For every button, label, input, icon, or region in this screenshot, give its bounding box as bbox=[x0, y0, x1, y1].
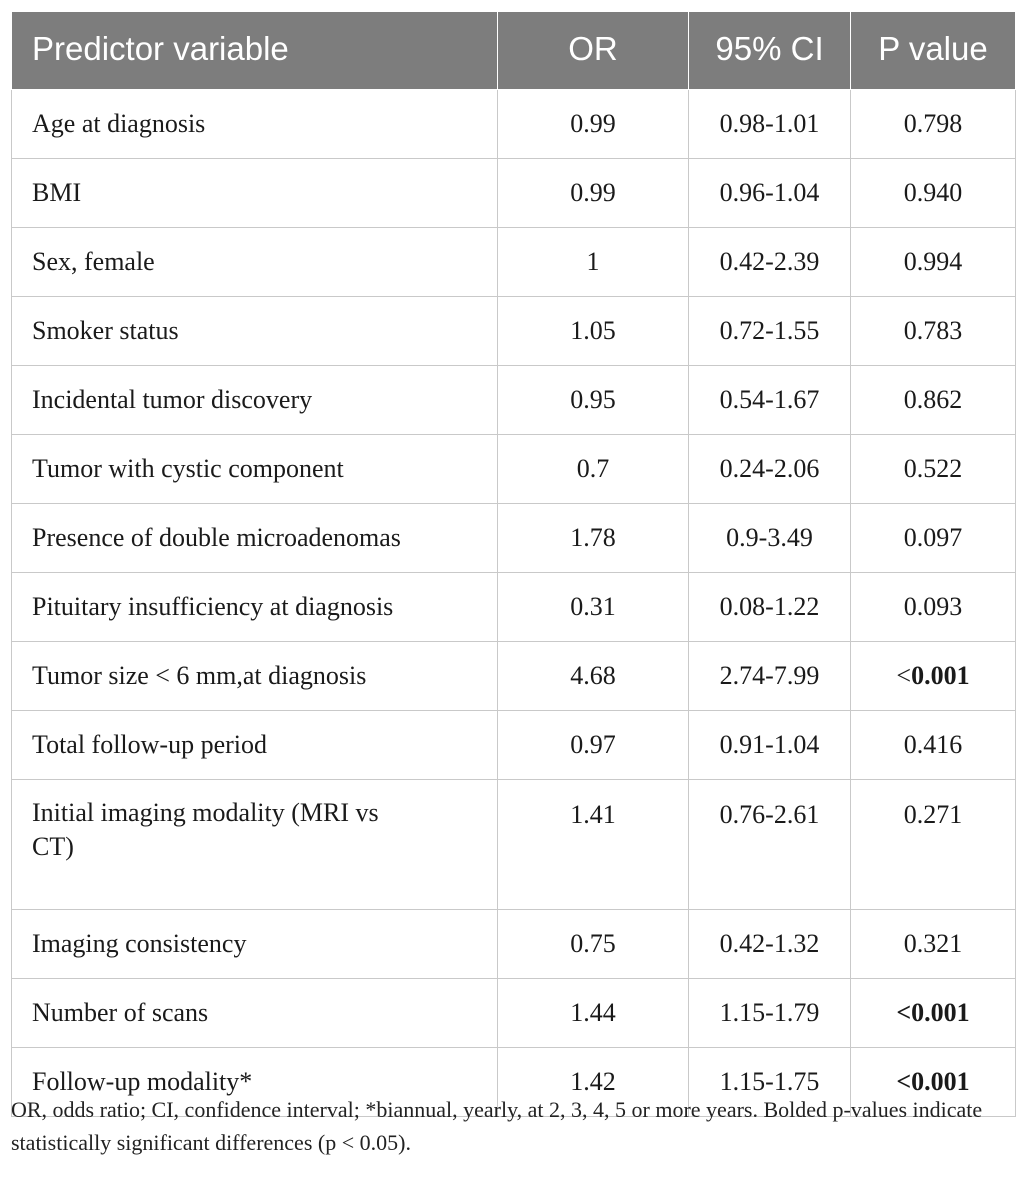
or-cell: 0.95 bbox=[498, 366, 689, 435]
p-value-number: 0.940 bbox=[903, 178, 963, 207]
or-cell: 1.44 bbox=[498, 979, 689, 1048]
table-row bbox=[12, 90, 1016, 159]
table-row bbox=[12, 642, 1016, 711]
ci-cell: 1.15-1.79 bbox=[689, 979, 851, 1048]
results-table-container bbox=[11, 11, 1015, 1117]
ci-cell: 0.08-1.22 bbox=[689, 573, 851, 642]
p-value-cell bbox=[851, 780, 1016, 910]
ci-cell: 0.76-2.61 bbox=[689, 780, 851, 910]
predictor-cell: Pituitary insufficiency at diagnosis bbox=[12, 573, 498, 642]
p-value-cell bbox=[851, 435, 1016, 504]
p-value-cell bbox=[851, 228, 1016, 297]
header-predictor-variable: Predictor variable bbox=[12, 12, 498, 90]
p-value-cell bbox=[851, 573, 1016, 642]
p-value-cell bbox=[851, 910, 1016, 979]
p-value-number: 0.321 bbox=[903, 929, 963, 958]
p-value-number: 0.783 bbox=[903, 316, 963, 345]
table-footnote: OR, odds ratio; CI, confidence interval; *biannual, yearly, at 2, 3, 4, 5 or more years. Bolded p-values indicate statistically significant differences (p < 0.05). bbox=[11, 1097, 983, 1155]
p-value-number: 0.862 bbox=[903, 385, 963, 414]
table-body bbox=[12, 90, 1016, 1117]
p-value-cell bbox=[851, 711, 1016, 780]
odds-ratio-table bbox=[11, 11, 1016, 1117]
table-row bbox=[12, 159, 1016, 228]
ci-cell: 0.72-1.55 bbox=[689, 297, 851, 366]
predictor-cell: Follow-up modality* bbox=[12, 1048, 498, 1117]
table-row bbox=[12, 711, 1016, 780]
p-value-cell bbox=[851, 90, 1016, 159]
p-value-number: 0.001 bbox=[911, 1067, 970, 1096]
p-value-cell bbox=[851, 979, 1016, 1048]
or-cell: 1.78 bbox=[498, 504, 689, 573]
table-row bbox=[12, 435, 1016, 504]
table-row bbox=[12, 297, 1016, 366]
ci-cell: 2.74-7.99 bbox=[689, 642, 851, 711]
p-value-number: 0.271 bbox=[903, 800, 963, 829]
ci-cell: 0.98-1.01 bbox=[689, 90, 851, 159]
table-row bbox=[12, 910, 1016, 979]
predictor-cell: Presence of double microadenomas bbox=[12, 504, 498, 573]
table-row bbox=[12, 979, 1016, 1048]
or-cell: 0.99 bbox=[498, 159, 689, 228]
p-value-cell bbox=[851, 642, 1016, 711]
predictor-cell: Number of scans bbox=[12, 979, 498, 1048]
or-cell: 0.75 bbox=[498, 910, 689, 979]
or-cell: 0.99 bbox=[498, 90, 689, 159]
ci-cell: 0.42-2.39 bbox=[689, 228, 851, 297]
predictor-cell: Smoker status bbox=[12, 297, 498, 366]
p-value-prefix: < bbox=[896, 998, 912, 1027]
ci-cell: 1.15-1.75 bbox=[689, 1048, 851, 1117]
p-value-number: 0.001 bbox=[911, 661, 970, 690]
ci-cell: 0.54-1.67 bbox=[689, 366, 851, 435]
predictor-cell: Initial imaging modality (MRI vs CT) bbox=[12, 780, 498, 910]
or-cell: 0.31 bbox=[498, 573, 689, 642]
p-value-number: 0.001 bbox=[911, 998, 970, 1027]
p-value-number: 0.097 bbox=[903, 523, 963, 552]
p-value-number: 0.416 bbox=[903, 730, 963, 759]
or-cell: 0.7 bbox=[498, 435, 689, 504]
predictor-cell: Incidental tumor discovery bbox=[12, 366, 498, 435]
predictor-cell: BMI bbox=[12, 159, 498, 228]
ci-cell: 0.91-1.04 bbox=[689, 711, 851, 780]
or-cell: 1.41 bbox=[498, 780, 689, 910]
predictor-cell: Imaging consistency bbox=[12, 910, 498, 979]
predictor-cell: Sex, female bbox=[12, 228, 498, 297]
p-value-cell bbox=[851, 159, 1016, 228]
predictor-cell: Tumor with cystic component bbox=[12, 435, 498, 504]
or-cell: 1.05 bbox=[498, 297, 689, 366]
predictor-cell: Total follow-up period bbox=[12, 711, 498, 780]
table-row bbox=[12, 504, 1016, 573]
or-cell: 1 bbox=[498, 228, 689, 297]
header-p-value: P value bbox=[851, 12, 1016, 90]
p-value-cell bbox=[851, 297, 1016, 366]
p-value-cell bbox=[851, 504, 1016, 573]
p-value-prefix: < bbox=[896, 1067, 912, 1096]
p-value-cell bbox=[851, 366, 1016, 435]
p-value-prefix: < bbox=[896, 661, 912, 690]
header-row bbox=[12, 12, 1016, 90]
or-cell: 1.42 bbox=[498, 1048, 689, 1117]
table-row bbox=[12, 228, 1016, 297]
p-value-number: 0.798 bbox=[903, 109, 963, 138]
ci-cell: 0.42-1.32 bbox=[689, 910, 851, 979]
predictor-cell: Age at diagnosis bbox=[12, 90, 498, 159]
header-or: OR bbox=[498, 12, 689, 90]
or-cell: 0.97 bbox=[498, 711, 689, 780]
table-row bbox=[12, 573, 1016, 642]
header-95-ci: 95% CI bbox=[689, 12, 851, 90]
p-value-number: 0.994 bbox=[903, 247, 963, 276]
ci-cell: 0.96-1.04 bbox=[689, 159, 851, 228]
ci-cell: 0.24-2.06 bbox=[689, 435, 851, 504]
table-row bbox=[12, 780, 1016, 910]
p-value-number: 0.093 bbox=[903, 592, 963, 621]
table-row bbox=[12, 366, 1016, 435]
or-cell: 4.68 bbox=[498, 642, 689, 711]
table-header bbox=[12, 12, 1016, 90]
predictor-cell: Tumor size < 6 mm,at diagnosis bbox=[12, 642, 498, 711]
ci-cell: 0.9-3.49 bbox=[689, 504, 851, 573]
p-value-number: 0.522 bbox=[903, 454, 963, 483]
